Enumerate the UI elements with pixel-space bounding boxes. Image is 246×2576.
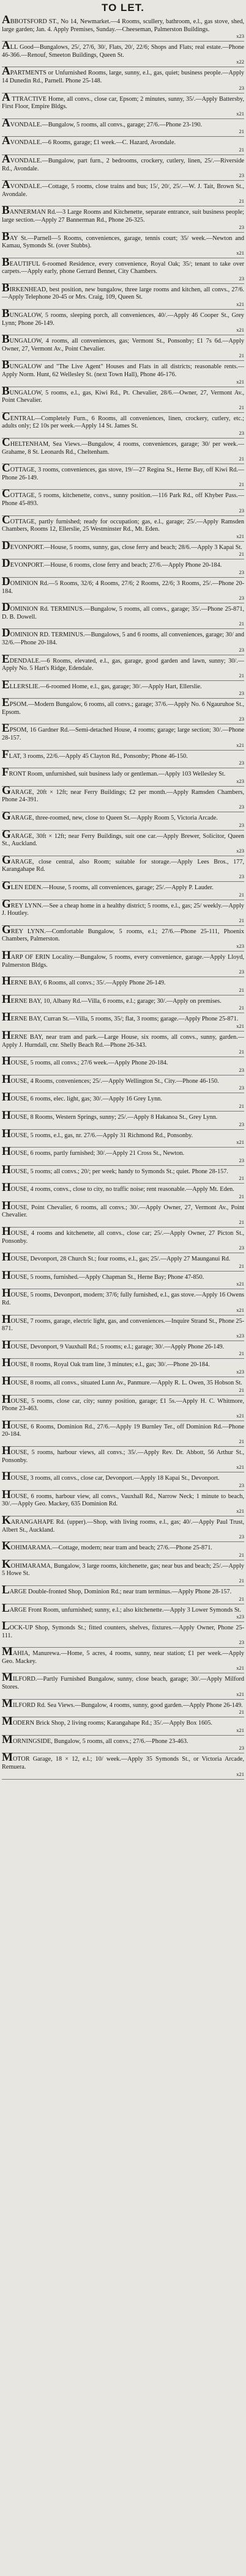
advertisement [2,1717,244,1736]
advertisement-code: 23 [239,1639,244,1646]
advertisement-text: KARANGAHAPE Rd. (upper).—Shop, with living rooms, e.l., gas; 40/.—Apply Paul Trust, Albert St., Auckland. [2,1513,244,1534]
advertisement [2,879,244,900]
advertisement-code: 21 [239,1219,244,1226]
advertisement-text: HERNE BAY, 6 Rooms, all convs.; 35/.—Apply Phone 26-149. [2,975,166,988]
advertisement-code: 23 [239,760,244,766]
advertisement-text: MODERN Brick Shop, 2 living rooms; Karangahape Rd.; 35/.—Apply Box 1605. [2,1715,212,1728]
advertisement-text: DEVONPORT.—House, 6 rooms, close ferry and beach; 27/6.—Apply Phone 20-184. [2,557,222,570]
advertisement [2,1753,244,1779]
advertisement [2,1557,244,1586]
advertisement-code: x21 [236,533,244,539]
advertisement-code: x23 [236,33,244,40]
advertisement-code: 21 [239,404,244,410]
advertisement [2,384,244,413]
advertisement [2,1733,244,1754]
advertisement-code: 21 [239,146,244,153]
advertisement-text: DEVONPORT.—House, 5 rooms, sunny, gas, close ferry and beach; 28/6.—Apply 3 Kapai St. [2,539,242,552]
advertisement-code: x21 [236,1139,244,1146]
advertisement-text: ABBOTSFORD ST., No 14, Newmarket.—4 Rooms, scullery, bathroom, e.l., gas stove, shed, large garden; Jan. 4. Apply Premises, Sunday.—Cheeseman, Palmerston Buildings. [2,13,244,33]
advertisement-text: LOCK-UP Shop, Symonds St.; fitted counters, shelves, fixtures.—Apply Owner, Phone 25-111. [2,1620,244,1639]
advertisement-code: x21 [236,1022,244,1029]
advertisement-code: 21 [239,1350,244,1357]
advertisement [2,438,244,464]
advertisement-text: BUNGALOW, 5 rooms, sleeping porch, all conveniences, 40/.—Apply 46 Cooper St., Grey Lynn; Phone 26-149. [2,307,244,327]
advertisement [2,335,244,361]
advertisement-text: HOUSE, Point Chevalier, 6 rooms, all convs.; 30/.—Apply Owner, 27, Vermont Av., Point Chevalier. [2,1199,244,1219]
advertisement-code: x21 [236,249,244,256]
advertisement-code: 23 [239,1085,244,1091]
advertisement-text: ALL Good—Bungalows, 25/, 27/6, 30/, Flats, 20/, 22/6; Shops and Flats; real estate.—Phone 46-366.—Renouf, Smeeton Buildings, Queen St. [2,39,244,59]
section-heading: TO LET. [102,2,144,13]
advertisement-text: ELLERSLIE.—6-roomed Home, e.l., gas, garage; 30/.—Apply Hart, Ellerslie. [2,678,202,691]
advertisement-text: EPSOM, 16 Gardner Rd.—Semi-detached House, 4 rooms; garage; large section; 30/.—Phone 28-157. [2,722,244,742]
advertisement-code: 21 [239,352,244,359]
advertisement-text: HOUSE, 7 rooms, garage, electric light, gas, and conveniences.—Inquire Strand St., Phone 25-871. [2,1312,244,1333]
advertisement [2,1472,244,1491]
advertisement [2,539,244,560]
advertisement [2,152,244,181]
advertisement-code: 23 [239,969,244,975]
advertisement [2,230,244,258]
advertisement-code: x21 [236,1726,244,1733]
advertisement-code: 23 [239,1745,244,1752]
advertisement [2,652,244,681]
advertisement-text: HOUSE, 4 rooms, convs., close to city, no traffic noise; rent reasonable.—Apply Mt. Eden. [2,1181,234,1195]
advertisement [2,1072,244,1094]
advertisement-text: MILFORD.—Partly Furnished Bungalow, sunny, close beach, garage; 30/.—Apply Milford Stores. [2,1671,244,1691]
advertisement [2,1673,244,1699]
advertisement-text: BIRKENHEAD, best position, new bungalow, three large rooms and kitchen, all convs., 27/6.—Apply Telephone 20-45 or Mrs. Craig, 109, Queen St. [2,281,244,301]
advertisement-text: HOUSE, 8 rooms, Royal Oak tram line, 3 minutes; e.l., gas; 30/.—Phone 20-184. [2,1356,210,1370]
advertisement-text: GARAGE, three-roomed, new, close to Queen St.—Apply Room 5, Victoria Arcade. [2,810,218,823]
advertisement-code: x21 [236,741,244,748]
advertisement-text: HOUSE, Devonport, 28 Church St.; four rooms, e.l., gas; 25/.—Apply 27 Maunganui Rd. [2,1251,231,1264]
advertisement-text: HOUSE, 8 Rooms, Western Springs, sunny; 25/.—Apply 8 Hakanoa St., Grey Lynn. [2,1108,218,1122]
advertisement [2,1542,244,1560]
advertisement-text: HOUSE, 5 rooms, e.l., gas, nr. 27/6.—Apply 31 Richmond Rd., Ponsonby. [2,1127,193,1140]
advertisement [2,487,244,515]
advertisement-text: COTTAGE, partly furnished; ready for occupation; gas, e.l., garage; 25/.—Apply Ramsden Chambers, Rooms 12, Ellerslie, 25 Westminster Rd., Mt. Eden. [2,513,244,533]
advertisement-text: FRONT Room, unfurnished, suit business lady or gentleman.—Apply 103 Wellesley St. [2,766,226,779]
advertisement-code: 23 [239,873,244,879]
advertisement-text: MAHIA, Manurewa.—Home, 5 acres, 4 rooms, sunny, near station; £1 per week.—Apply Geo. Mackey. [2,1645,244,1665]
advertisement-text: MOTOR Garage, 18 × 12, e.l.; 10/ week.—Apply 35 Symonds St., or Victoria Arcade, Remuera. [2,1751,244,1771]
advertisement-text: BUNGALOW, 5 rooms, e.l., gas, Kiwi Rd., Pt. Chevalier, 28/6.—Owner, 27, Vermont Av., Point Chevalier. [2,384,244,404]
advertisement [2,1225,244,1253]
advertisement [2,1163,244,1184]
advertisement [2,1093,244,1112]
advertisement [2,1622,244,1648]
advertisement [2,464,244,490]
advertisement [2,559,244,578]
advertisement [2,1601,244,1623]
advertisement [2,575,244,603]
advertisement-text: MORNINGSIDE, Bungalow, 5 rooms, all convs.; 27/6.—Phone 23-463. [2,1733,188,1746]
advertisement-text: AVONDALE.—Bungalow, 5 rooms, all convs., garage; 27/6.—Phone 23-190. [2,116,203,129]
advertisement-text: HOUSE, 5 rooms, Devonport, modern; 37/6; fully furnished, e.l., gas stove.—Apply 16 Owens Rd. [2,1287,244,1307]
advertisement-text: HOUSE, 3 rooms, all convs., close car, Devonport.—Apply 18 Kapai St., Devonport. [2,1470,220,1483]
advertisement [2,90,244,119]
advertisement-code: 21 [239,1005,244,1011]
advertisement [2,897,244,926]
advertisement-code: 21 [239,1102,244,1109]
advertisement [2,1418,244,1447]
advertisement-code: 23 [239,1245,244,1251]
advertisement [2,1312,244,1341]
advertisement-text: LARGE Double-fronted Shop, Dominion Rd.; near tram terminus.—Apply Phone 28-157. [2,1583,232,1596]
advertisement-text: HOUSE, 6 rooms, partly furnished; 30/.—Apply 21 Cross St., Newton. [2,1145,185,1159]
advertisement [2,281,244,310]
advertisement-code: 23 [239,275,244,282]
advertisement [2,724,244,750]
advertisement-code: x21 [236,1281,244,1287]
advertisement-text: HOUSE, 5 rooms, harbour views, all convs.; 35/.—Apply Rev. Dr. Abbott, 56 Arthur St., Ponsonby. [2,1444,244,1464]
advertisement-text: BAY St.—Parnell—5 Rooms, conveniences, garage, tennis court; 35/ week.—Newton and Kamau, Symonds St. (over Stubbs). [2,230,244,250]
advertisement [2,992,244,1014]
advertisement-code: 21 [239,198,244,205]
advertisement [2,178,244,206]
advertisement [2,1289,244,1315]
advertisement-text: HOUSE, 5 rooms; all convs.; 20/; per week; handy to Symonds St.; quiet. Phone 28-157. [2,1163,228,1176]
advertisement [2,1377,244,1395]
advertisement-code: 23 [239,804,244,810]
advertisement-code: x23 [236,1332,244,1339]
advertisement-text: GLEN EDEN.—House, 5 rooms, all conveniences, garage; 25/.—Apply P. Lauder. [2,879,214,892]
advertisement [2,13,244,42]
advertisement [2,116,244,137]
advertisement-code: 21 [239,128,244,135]
advertisement [2,1268,244,1290]
advertisement-code: 21 [239,1595,244,1602]
advertisement-code: 21 [239,1175,244,1182]
advertisement-list [2,13,244,1780]
advertisement-text: KOHIMARAMA.—Cottage, modern; near tram and beach; 27/6.—Phone 25-871. [2,1540,212,1553]
advertisement [2,255,244,284]
advertisement-text: MILFORD Rd. Sea Views.—Bungalow, 4 rooms, sunny, good garden.—Apply Phone 26-149. [2,1697,243,1710]
advertisement [2,1028,244,1057]
advertisement-text: GREY LYNN.—Comfortable Bungalow, 5 rooms, e.l.; 27/6.—Phone 25-111, Phoenix Chambers, Palmerston. [2,923,244,943]
advertisement-code: 23 [239,1066,244,1073]
advertisement-text: HOUSE, 5 rooms, close car, city; sunny position, garage; £1 5s.—Apply H. C. Whitmore, Phone 23-463. [2,1392,244,1413]
advertisement-code: 21 [239,1049,244,1055]
advertisement-text: CENTRAL—Completely Furn., 6 Rooms, all conveniences, linen, crockery, cutlery, etc.; adults only; £2 10s per week.—Apply 14 St. James St. [2,410,244,430]
advertisement-code: x23 [236,942,244,949]
advertisement [2,748,244,769]
advertisement-code: 23 [239,569,244,575]
advertisement [2,853,244,882]
advertisement-text: HERNE BAY, Curran St.—Villa, 5 rooms, 35/; flat, 3 rooms; garage.—Apply Phone 25-871. [2,1011,239,1024]
advertisement-code: 23 [239,690,244,697]
advertisement-code: 23 [239,224,244,230]
advertisement [2,1583,244,1604]
advertisement-text: FLAT, 3 rooms, 22/6.—Apply 45 Clayton Rd., Ponsonby; Phone 46-150. [2,748,188,761]
advertisement [2,784,244,812]
advertisement-text: EPSOM.—Modern Bungalow, 6 rooms, all convs.; garage; 37/6.—Apply No. 6 Ngauruhoe St., Epsom. [2,696,244,716]
advertisement-code: 21 [239,891,244,898]
advertisement [2,1392,244,1421]
advertisement-text: HOUSE, Devonport, 9 Vauxhall Rd.; 5 rooms; e.l.; garage; 30/.—Apply Phone 26-149. [2,1338,225,1352]
advertisement [2,39,244,67]
advertisement-code: 23 [239,1534,244,1540]
advertisement-text: LARGE Front Room, unfurnished; sunny, e.l.; also kitchenette.—Apply 3 Lower Symonds St. [2,1601,241,1615]
advertisement [2,603,244,629]
advertisement-code: 21 [239,551,244,558]
advertisement-text: HOUSE, 4 Rooms, conveniences; 25/.—Apply Wellington St., City.—Phone 46-150. [2,1072,219,1086]
advertisement-text: HOUSE, 5 rooms, all convs.; 27/6 week.—Apply Phone 20-184. [2,1055,168,1068]
advertisement-code: x21 [236,1464,244,1471]
advertisement-text: HOUSE, 6 rooms, elec. light, gas; 30/.—Apply 16 Grey Lynn. [2,1091,162,1104]
advertisement-text: BEAUTIFUL 6-roomed Residence, every convenience, Royal Oak; 35/; tenant to take over carpets.—Apply early, phone Gerrard Bennet, City Chambers. [2,255,244,275]
advertisement-text: GARAGE, 20ft × 12ft; near Ferry Buildings; £2 per month.—Apply Ramsden Chambers, Phone 24-391. [2,784,244,804]
advertisement-code: x21 [236,1770,244,1777]
advertisement-code: 23 [239,595,244,602]
advertisement-code: x22 [236,59,244,65]
advertisement-code: 21 [239,917,244,923]
advertisement-text: AVONDALE.—6 Rooms, garage; £1 week.—C. Hazard, Avondale. [2,134,176,148]
advertisement-text: COTTAGE, 3 rooms, conveniences, gas stove, 19/—27 Regina St., Herne Bay, off Kiwi Rd.—Phone 26-149. [2,462,244,481]
advertisement-text: APARTMENTS or Unfurnished Rooms, large, sunny, e.l., gas, quiet; business people.—Apply 14 Dunedin Rd., Parnell. Phone 25-148. [2,65,244,84]
advertisement [2,1181,244,1202]
advertisement-code: 23 [239,507,244,514]
advertisement [2,307,244,335]
advertisement [2,828,244,856]
advertisement-code: x23 [236,777,244,784]
advertisement-code: 21 [239,620,244,627]
advertisement [2,1444,244,1472]
advertisement-code: 23 [239,172,244,179]
advertisement-text: HOUSE, 8 rooms, all convs., situated Lunn Av., Panmure.—Apply R. L. Owen, 35 Hobson St. [2,1375,242,1388]
advertisement-code: 23 [239,430,244,436]
advertisement-code: x21 [236,110,244,117]
advertisement [2,1199,244,1228]
advertisement [2,977,244,995]
advertisement-text: BUNGALOW and "The Live Agent" Houses and Flats in all districts; reasonable rents.—Apply Norm. Hunt, 62 Wellesley St. (next Town Hall), Phone 46-176. [2,358,244,379]
advertisement-text: GARAGE, 30ft × 12ft; near Ferry Buildings, suit one car.—Apply Brewer, Solicitor, Queen St., Auckland. [2,828,244,848]
advertisement-code: 21 [239,456,244,462]
advertisement [2,1645,244,1673]
advertisement-text: HOUSE, 5 rooms, furnished.—Apply Chapman St., Herne Bay; Phone 47-850. [2,1268,204,1282]
advertisement-code: 23 [239,1482,244,1488]
advertisement-text: GREY LYNN.—See a cheap home in a healthy district; 5 rooms, e.l., gas; 25/ weekly.—Apply J. Houtley. [2,897,244,917]
advertisement-text: HOUSE, 6 rooms, harbour view, all convs., Vauxhall Rd., Narrow Neck; 1 minute to beach, 30/.—Apply Geo. Mackey, 635 Dominion Rd. [2,1488,244,1508]
advertisement-text: DOMINION Rd. TERMINUS.—Bungalow, 5 rooms, all convs., garage; 35/.—Phone 25-871, D. B. Dowell. [2,601,244,620]
advertisement-code: x21 [236,1412,244,1419]
advertisement [2,768,244,787]
advertisement-code: 21 [239,1438,244,1444]
advertisement [2,1057,244,1075]
advertisement [2,629,244,655]
advertisement-text: BUNGALOW, 4 rooms, all conveniences, gas; Vermont St., Ponsonby; £1 7s 6d.—Apply Owner, 27, Vermont Av., Point Chevalier. [2,333,244,352]
advertisement-text: EDENDALE.—6 Rooms, elevated, e.l., gas, garage, good garden and lawn, sunny; 30/.—Apply No. 5 Hart's Ridge, Edendale. [2,652,244,672]
advertisement-text: AVONDALE.—Cottage, 5 rooms, close trains and bus; 15/, 20/, 25/.—W. J. Tait, Brown St., Avondale. [2,178,244,198]
advertisement-code: x21 [236,1507,244,1514]
advertisement [2,1145,244,1166]
advertisement-code: x21 [236,327,244,333]
advertisement-text: AVONDALE.—Bungalow, part furn., 2 bedrooms, crockery, cutlery, linen, 25/.—Riverside Rd., Avondale. [2,152,244,172]
advertisement [2,1513,244,1542]
advertisement-code: 21 [239,481,244,488]
advertisement [2,1488,244,1516]
advertisement-text: A TTRACTIVE Home, all convs., close car, Epsom; 2 minutes, sunny, 35/.—Apply Battersby, First Floor, Empire Bldgs. [2,90,244,111]
advertisement [2,513,244,542]
advertisement-code: 21 [239,1262,244,1269]
advertisement [2,1356,244,1377]
advertisement-text: COTTAGE, 5 rooms, kitchenette, convs., sunny position.—116 Park Rd., off Khyber Pass.—Phone 45-893. [2,487,244,507]
advertisement [2,358,244,387]
advertisement [2,1013,244,1031]
advertisement-text: HARP OF ERIN Locality.—Bungalow, 5 rooms, every convenience, garage.—Apply Lloyd, Palmerston Bldgs. [2,948,244,969]
advertisement-code: x23 [236,1614,244,1620]
advertisement-code: x21 [236,378,244,385]
advertisement [2,1127,244,1148]
advertisement [2,923,244,951]
advertisement-text: BANNERMAN Rd.—3 Large Rooms and Kitchenette, separate entrance, suit business people; large section.—Apply 27 Bannerman Rd., Phone 26-325. [2,204,244,224]
advertisement-code: 21 [239,1577,244,1584]
advertisement-code: 23 [239,84,244,91]
advertisement [2,1338,244,1359]
advertisement-text: KOHIMARAMA, Bungalow, 3 large rooms, kitchenette, gas; near bus and beach; 25/.—Apply 5 Howe St. [2,1557,244,1577]
advertisement [2,206,244,232]
advertisement [2,410,244,438]
advertisement-text: DOMINION RD. TERMINUS.—Bungalows, 5 and 6 rooms, all conveniences, garage; 30/ and 32/6.—Phone 20-184. [2,627,244,646]
advertisement-text: GARAGE, close central, also Room; suitable for storage.—Apply Lees Bros., 177, Karangahape Rd. [2,853,244,873]
advertisement-code: 21 [239,672,244,679]
advertisement [2,678,244,699]
advertisement-code: 23 [239,821,244,828]
advertisement [2,1108,244,1130]
advertisement-text: CHELTENHAM, Sea Views.—Bungalow, 4 rooms, conveniences, garage; 30/ per week.—Grahame, 8 St. Leonards Rd., Cheltenham. [2,436,244,456]
advertisement [2,1697,244,1718]
advertisement-text: HERNE BAY, near tram and park.—Large House, six rooms, all convs., sunny, garden.—Apply J. Hurndall, cnr. Shelly Beach Rd.—Phone 26-343. [2,1028,244,1049]
advertisement-code: 23 [239,646,244,653]
advertisement [2,948,244,977]
advertisement-text: HERNE BAY, 10, Albany Rd.—Villa, 6 rooms, e.l.; garage; 30/.—Apply on premises. [2,992,222,1006]
advertisement-code: x21 [236,1665,244,1672]
advertisement-code: 21 [239,1193,244,1199]
advertisement [2,134,244,155]
advertisement-code: 21 [239,986,244,993]
advertisement-code: x23 [236,847,244,854]
advertisement-text: DOMINION Rd.—5 Rooms, 32/6; 4 Rooms, 27/6; 2 Rooms, 22/6; 3 Rooms, 25/.—Phone 20-184. [2,575,244,595]
advertisement-text: HOUSE, 6 Rooms, Dominion Rd., 27/6.—Apply 19 Burnley Ter., off Dominion Rd.—Phone 20-184. [2,1418,244,1438]
advertisement-code: 23 [239,1121,244,1127]
advertisement [2,812,244,831]
advertisement-code: x21 [236,301,244,308]
advertisement-code: x21 [236,1690,244,1697]
advertisement-code: x23 [236,1369,244,1375]
advertisement-code: 21 [239,1551,244,1558]
advertisement-code: 21 [239,1709,244,1716]
advertisement-code: 21 [239,1386,244,1393]
advertisement [2,67,244,93]
advertisement-code: x21 [236,1306,244,1313]
advertisement [2,1253,244,1272]
advertisement [2,696,244,724]
advertisement-code: 23 [239,1157,244,1163]
advertisement-text: HOUSE, 4 rooms and kitchenette, all convs., close car; 25/.—Apply Owner, 27 Picton St., Ponsonby. [2,1225,244,1245]
advertisement-code: 23 [239,716,244,722]
